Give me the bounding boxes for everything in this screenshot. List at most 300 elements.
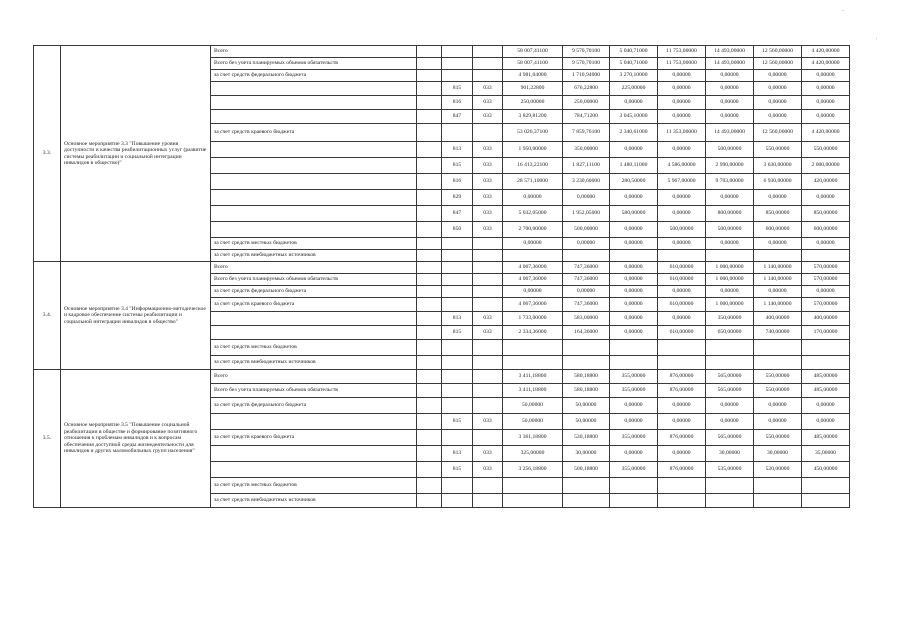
total-value: 28 571,10000 (503, 174, 563, 190)
grbs-code (442, 398, 473, 414)
year-value (706, 494, 754, 508)
year-value: 0,00000 (563, 238, 610, 250)
empty-cell (417, 262, 442, 274)
year-value (658, 494, 706, 508)
year-value: 850,00000 (802, 206, 850, 222)
empty-cell (417, 58, 442, 70)
total-value: 50,00000 (503, 398, 563, 414)
year-value: 0,00000 (610, 398, 658, 414)
year-value (563, 340, 610, 356)
funding-source: за счет средств местных бюджетов (211, 478, 417, 494)
section-index: 3.3. (34, 46, 61, 262)
year-value (754, 340, 802, 356)
total-value (503, 356, 563, 370)
year-value: 400,00000 (754, 312, 802, 326)
year-value: 0,00000 (802, 414, 850, 430)
total-value: 0,00000 (503, 238, 563, 250)
year-value (658, 340, 706, 356)
grbs-code: 850 (442, 222, 473, 238)
year-value: 747,36000 (563, 298, 610, 312)
section-code: 033 (473, 190, 503, 206)
section-code: 033 (473, 446, 503, 462)
year-value: 500,00000 (706, 142, 754, 158)
year-value: 0,00000 (802, 286, 850, 298)
year-value (802, 356, 850, 370)
year-value: 280,50000 (610, 174, 658, 190)
year-value: 1 140,00000 (754, 298, 802, 312)
grbs-code (442, 370, 473, 384)
year-value: 35,00000 (802, 446, 850, 462)
year-value: 550,00000 (754, 430, 802, 446)
section-code: 033 (473, 414, 503, 430)
year-value (610, 494, 658, 508)
grbs-code (442, 286, 473, 298)
year-value: 550,00000 (802, 142, 850, 158)
grbs-code (442, 124, 473, 142)
year-value: 0,00000 (610, 274, 658, 286)
empty-cell (417, 70, 442, 82)
empty-cell (417, 494, 442, 508)
year-value (706, 356, 754, 370)
table-row (34, 370, 850, 384)
year-value (610, 478, 658, 494)
year-value: 0,00000 (658, 206, 706, 222)
year-value: 30,00000 (706, 446, 754, 462)
year-value: 500,00000 (658, 222, 706, 238)
year-value: 610,00000 (658, 298, 706, 312)
year-value: 535,00000 (706, 462, 754, 478)
section-code (473, 58, 503, 70)
total-value (503, 494, 563, 508)
year-value: 0,00000 (754, 190, 802, 206)
year-value: 14 493,00000 (706, 124, 754, 142)
year-value: 0,00000 (802, 96, 850, 110)
grbs-code: 813 (442, 142, 473, 158)
funding-source: за счет средств внебюджетных источников (211, 494, 417, 508)
total-value: 0,00000 (503, 286, 563, 298)
section-code: 033 (473, 326, 503, 340)
year-value: 0,00000 (754, 82, 802, 96)
year-value: 0,00000 (658, 142, 706, 158)
year-value (563, 478, 610, 494)
section-code (473, 274, 503, 286)
empty-cell (417, 286, 442, 298)
total-value: 3 256,18800 (503, 462, 563, 478)
year-value (610, 356, 658, 370)
year-value: 0,00000 (610, 446, 658, 462)
total-value: 1 950,00000 (503, 142, 563, 158)
year-value: 876,00000 (658, 370, 706, 384)
funding-source (211, 414, 417, 430)
total-value: 50,00000 (503, 414, 563, 430)
year-value: 170,00000 (802, 326, 850, 340)
year-value: 500,00000 (563, 222, 610, 238)
year-value: 0,00000 (802, 82, 850, 96)
year-value: 14 493,00000 (706, 46, 754, 58)
year-value: 355,00000 (610, 384, 658, 398)
year-value: 0,00000 (706, 398, 754, 414)
year-value: 2 000,00000 (802, 158, 850, 174)
section-code: 033 (473, 142, 503, 158)
year-value: 30,00000 (563, 446, 610, 462)
total-value: 2 700,00000 (503, 222, 563, 238)
funding-source (211, 222, 417, 238)
funding-source (211, 174, 417, 190)
year-value: 0,00000 (658, 190, 706, 206)
year-value: 583,00000 (563, 312, 610, 326)
empty-cell (417, 158, 442, 174)
budget-table-body (34, 46, 850, 508)
year-value: 1 140,00000 (754, 262, 802, 274)
grbs-code (442, 250, 473, 262)
section-code (473, 262, 503, 274)
section-code: 033 (473, 96, 503, 110)
funding-source: за счет средств местных бюджетов (211, 340, 417, 356)
funding-source (211, 462, 417, 478)
year-value: 0,00000 (610, 238, 658, 250)
year-value: 0,00000 (754, 238, 802, 250)
total-value: 4 981,04000 (503, 70, 563, 82)
year-value: 0,00000 (706, 190, 754, 206)
year-value: 225,00000 (610, 82, 658, 96)
year-value: 0,00000 (706, 238, 754, 250)
grbs-code: 829 (442, 190, 473, 206)
funding-source (211, 82, 417, 96)
grbs-code (442, 262, 473, 274)
total-value: 901,22800 (503, 82, 563, 96)
year-value: 600,00000 (754, 222, 802, 238)
year-value: 0,00000 (658, 110, 706, 124)
section-code: 033 (473, 222, 503, 238)
section-code (473, 494, 503, 508)
year-value: 0,00000 (658, 70, 706, 82)
year-value: 580,18800 (563, 370, 610, 384)
year-value: 0,00000 (658, 238, 706, 250)
section-code (473, 478, 503, 494)
year-value: 0,00000 (754, 110, 802, 124)
year-value: 5 040,71000 (610, 58, 658, 70)
year-value (563, 356, 610, 370)
empty-cell (417, 222, 442, 238)
section-code (473, 238, 503, 250)
year-value: 520,00000 (754, 462, 802, 478)
section-code (473, 250, 503, 262)
year-value (610, 250, 658, 262)
empty-cell (417, 384, 442, 398)
grbs-code (442, 340, 473, 356)
grbs-code: 847 (442, 110, 473, 124)
year-value (754, 478, 802, 494)
section-code: 033 (473, 82, 503, 96)
year-value: 0,00000 (610, 414, 658, 430)
year-value: 0,00000 (658, 96, 706, 110)
total-value: 53 026,37100 (503, 124, 563, 142)
year-value: 0,00000 (706, 414, 754, 430)
total-value: 58 007,41100 (503, 58, 563, 70)
grbs-code: 815 (442, 82, 473, 96)
total-value: 4 067,36000 (503, 298, 563, 312)
total-value (503, 478, 563, 494)
year-value: 1 000,00000 (706, 298, 754, 312)
funding-source: Всего без учета планируемых объемов обязательств (211, 274, 417, 286)
section-code (473, 298, 503, 312)
year-value: 485,00000 (802, 384, 850, 398)
table-row (34, 262, 850, 274)
year-value: 3 045,10000 (610, 110, 658, 124)
year-value: 676,22800 (563, 82, 610, 96)
total-value: 3 411,18800 (503, 370, 563, 384)
funding-source: за счет средств краевого бюджета (211, 298, 417, 312)
year-value: 0,00000 (706, 110, 754, 124)
year-value: 0,00000 (802, 70, 850, 82)
empty-cell (417, 82, 442, 96)
year-value: 0,00000 (754, 96, 802, 110)
year-value: 0,00000 (706, 82, 754, 96)
year-value: 4 420,00000 (802, 58, 850, 70)
funding-source (211, 206, 417, 222)
year-value: 550,00000 (754, 370, 802, 384)
section-code (473, 340, 503, 356)
year-value: 0,00000 (610, 262, 658, 274)
funding-source (211, 190, 417, 206)
scan-tick-mark: ' (876, 38, 878, 44)
section-code: 033 (473, 462, 503, 478)
section-code (473, 70, 503, 82)
grbs-code: 813 (442, 312, 473, 326)
empty-cell (417, 142, 442, 158)
funding-source: за счет средств внебюджетных источников (211, 356, 417, 370)
empty-cell (417, 298, 442, 312)
year-value: 0,00000 (802, 238, 850, 250)
grbs-code (442, 298, 473, 312)
year-value: 1 140,00000 (754, 274, 802, 286)
year-value: 0,00000 (802, 398, 850, 414)
year-value: 0,00000 (610, 298, 658, 312)
section-code (473, 430, 503, 446)
grbs-code: 815 (442, 158, 473, 174)
empty-cell (417, 96, 442, 110)
empty-cell (417, 238, 442, 250)
grbs-code (442, 46, 473, 58)
year-value: 0,00000 (610, 190, 658, 206)
empty-cell (417, 46, 442, 58)
year-value: 0,00000 (563, 286, 610, 298)
year-value: 9 570,70100 (563, 46, 610, 58)
section-code: 033 (473, 110, 503, 124)
year-value: 50,00000 (563, 398, 610, 414)
year-value: 580,00000 (610, 206, 658, 222)
total-value: 3 829,81200 (503, 110, 563, 124)
grbs-code (442, 478, 473, 494)
empty-cell (417, 190, 442, 206)
empty-cell (417, 414, 442, 430)
empty-cell (417, 326, 442, 340)
total-value: 3 361,18800 (503, 430, 563, 446)
year-value: 610,00000 (658, 274, 706, 286)
table-row (34, 46, 850, 58)
total-value: 0,00000 (503, 190, 563, 206)
year-value: 0,00000 (610, 312, 658, 326)
year-value (610, 340, 658, 356)
year-value: 5 967,00000 (658, 174, 706, 190)
total-value: 3 411,18800 (503, 384, 563, 398)
total-value: 325,00000 (503, 446, 563, 462)
grbs-code: 815 (442, 414, 473, 430)
year-value: 0,00000 (658, 398, 706, 414)
empty-cell (417, 312, 442, 326)
section-code (473, 398, 503, 414)
section-code (473, 46, 503, 58)
year-value: 0,00000 (563, 190, 610, 206)
section-index: 3.4. (34, 262, 61, 370)
year-value: 12 560,00000 (754, 58, 802, 70)
year-value: 1 827,11100 (563, 158, 610, 174)
year-value: 3 630,00000 (754, 158, 802, 174)
total-value (503, 250, 563, 262)
total-value: 5 032,05000 (503, 206, 563, 222)
year-value: 0,00000 (658, 446, 706, 462)
funding-source (211, 158, 417, 174)
section-code: 033 (473, 312, 503, 326)
year-value (563, 494, 610, 508)
year-value: 355,00000 (610, 370, 658, 384)
total-value: 58 007,41100 (503, 46, 563, 58)
year-value: 50,00000 (563, 414, 610, 430)
year-value: 11 753,00000 (658, 46, 706, 58)
year-value: 0,00000 (754, 286, 802, 298)
year-value: 610,00000 (658, 262, 706, 274)
year-value: 0,00000 (706, 96, 754, 110)
year-value: 570,00000 (802, 262, 850, 274)
year-value: 12 560,00000 (754, 46, 802, 58)
year-value: 2 990,00000 (706, 158, 754, 174)
year-value: 0,00000 (610, 96, 658, 110)
year-value: 164,36000 (563, 326, 610, 340)
year-value: 11 753,00000 (658, 58, 706, 70)
year-value: 1 480,11000 (610, 158, 658, 174)
year-value: 0,00000 (658, 286, 706, 298)
year-value: 420,00000 (802, 174, 850, 190)
section-index: 3.5. (34, 370, 61, 508)
year-value: 570,00000 (802, 274, 850, 286)
funding-source (211, 312, 417, 326)
year-value: 650,00000 (706, 326, 754, 340)
year-value: 9 570,70100 (563, 58, 610, 70)
year-value: 14 493,00000 (706, 58, 754, 70)
year-value: 570,00000 (802, 298, 850, 312)
year-value: 565,00000 (706, 370, 754, 384)
funding-source: за счет средств федерального бюджета (211, 286, 417, 298)
funding-source: за счет средств внебюджетных источников (211, 250, 417, 262)
funding-source: Всего (211, 46, 417, 58)
year-value: 0,00000 (658, 312, 706, 326)
total-value: 16 413,22100 (503, 158, 563, 174)
year-value: 0,00000 (610, 142, 658, 158)
year-value: 1 710,94000 (563, 70, 610, 82)
year-value: 600,00000 (802, 222, 850, 238)
grbs-code (442, 494, 473, 508)
empty-cell (417, 430, 442, 446)
year-value: 530,18800 (563, 430, 610, 446)
year-value: 350,00000 (706, 312, 754, 326)
total-value: 250,00000 (503, 96, 563, 110)
grbs-code (442, 238, 473, 250)
grbs-code (442, 58, 473, 70)
year-value: 485,00000 (802, 370, 850, 384)
grbs-code: 815 (442, 462, 473, 478)
year-value: 565,00000 (706, 430, 754, 446)
year-value: 550,00000 (754, 384, 802, 398)
year-value: 0,00000 (658, 414, 706, 430)
grbs-code: 816 (442, 174, 473, 190)
empty-cell (417, 446, 442, 462)
funding-source: за счет средств местных бюджетов (211, 238, 417, 250)
funding-source: Всего (211, 370, 417, 384)
grbs-code (442, 384, 473, 398)
year-value: 747,36000 (563, 262, 610, 274)
year-value (802, 494, 850, 508)
year-value: 784,71200 (563, 110, 610, 124)
year-value (802, 340, 850, 356)
year-value: 0,00000 (610, 222, 658, 238)
total-value (503, 340, 563, 356)
empty-cell (417, 206, 442, 222)
year-value: 850,00000 (754, 206, 802, 222)
year-value (658, 478, 706, 494)
year-value (802, 478, 850, 494)
section-code (473, 286, 503, 298)
year-value: 3 270,10000 (610, 70, 658, 82)
funding-source: за счет средств краевого бюджета (211, 430, 417, 446)
grbs-code (442, 274, 473, 286)
funding-source: Всего без учета планируемых объемов обязательств (211, 384, 417, 398)
funding-source: Всего (211, 262, 417, 274)
budget-table (33, 45, 850, 508)
funding-source (211, 110, 417, 124)
year-value: 7 859,76100 (563, 124, 610, 142)
grbs-code (442, 430, 473, 446)
year-value (754, 494, 802, 508)
year-value: 4 420,00000 (802, 124, 850, 142)
section-title: Основное мероприятие 3.5 "Повышение социальной реабилитации в обществе и формирование позитивного отношения к проблемам инвалидов и к вопросам обеспечения доступной среды жизнедеятельности для инвалидов и других маломобильных групп населения" (61, 370, 211, 508)
year-value (802, 250, 850, 262)
year-value: 4 586,00000 (658, 158, 706, 174)
year-value: 4 420,00000 (802, 46, 850, 58)
year-value: 3 230,60000 (563, 174, 610, 190)
year-value: 350,00000 (563, 142, 610, 158)
year-value: 565,00000 (706, 384, 754, 398)
section-code: 033 (473, 206, 503, 222)
total-value: 4 067,36000 (503, 262, 563, 274)
grbs-code (442, 356, 473, 370)
year-value: 355,00000 (610, 462, 658, 478)
year-value: 740,00000 (754, 326, 802, 340)
year-value (754, 356, 802, 370)
year-value (706, 478, 754, 494)
year-value (563, 250, 610, 262)
year-value: 1 952,05000 (563, 206, 610, 222)
year-value: 0,00000 (754, 70, 802, 82)
year-value: 0,00000 (802, 190, 850, 206)
funding-source (211, 326, 417, 340)
year-value: 12 560,00000 (754, 124, 802, 142)
year-value (658, 356, 706, 370)
year-value: 876,00000 (658, 384, 706, 398)
section-code (473, 384, 503, 398)
section-code: 033 (473, 158, 503, 174)
year-value: 1 000,00000 (706, 262, 754, 274)
section-code: 033 (473, 174, 503, 190)
